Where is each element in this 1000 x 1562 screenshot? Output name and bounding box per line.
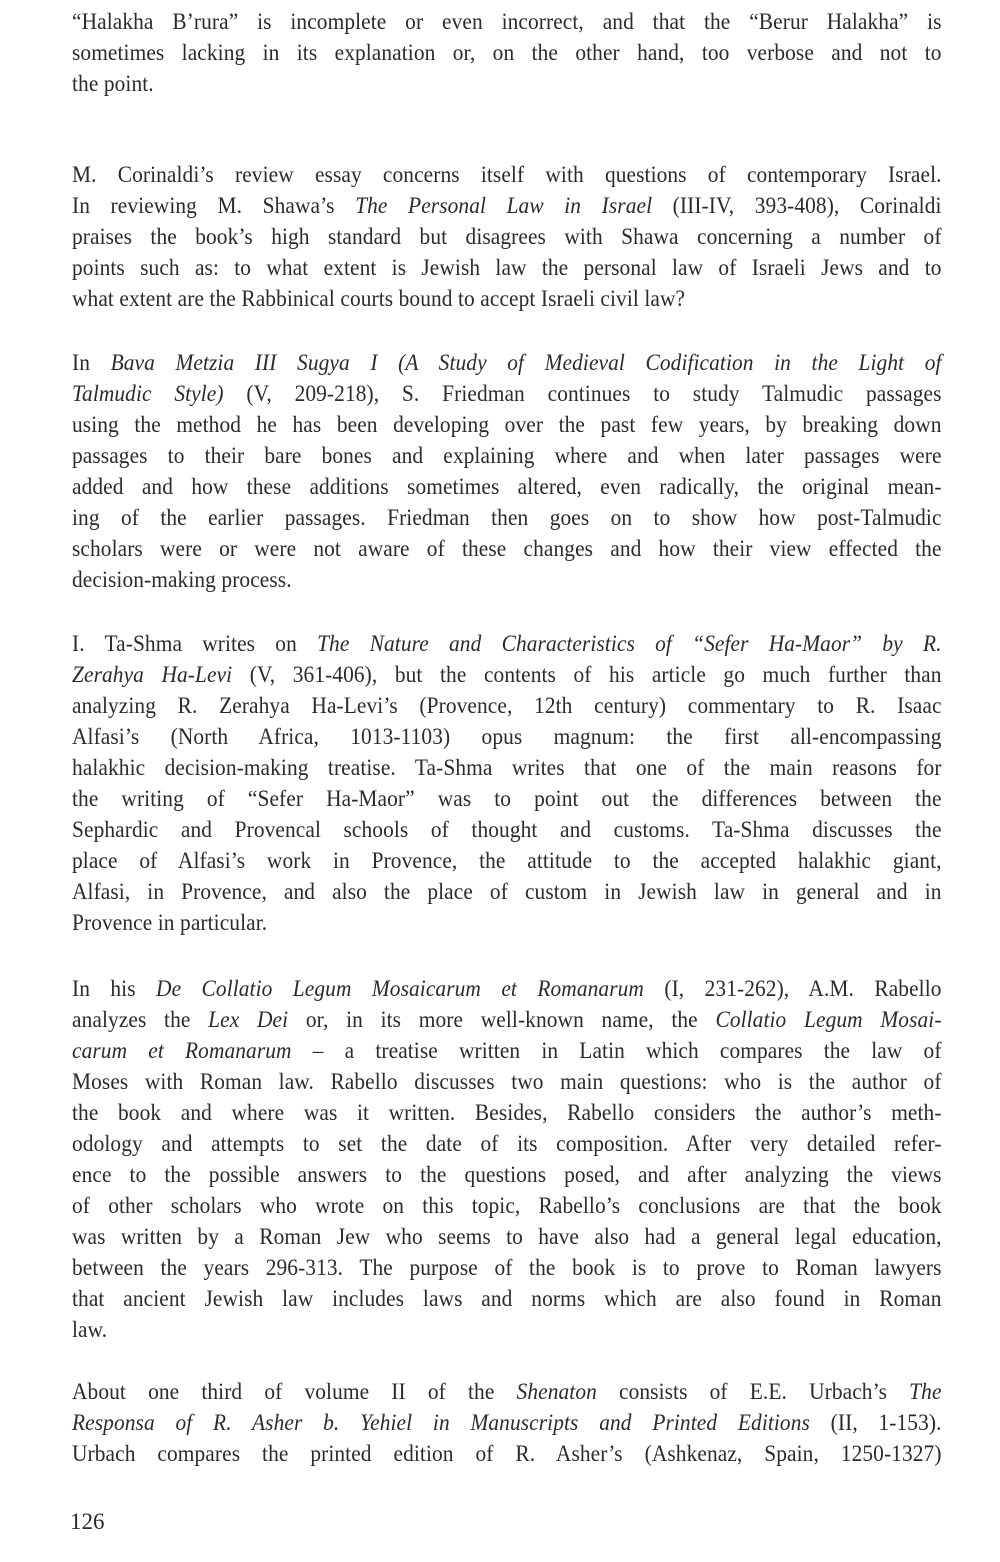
text-line	[72, 1252, 942, 1283]
text-line	[72, 190, 942, 221]
text-line	[72, 1221, 942, 1252]
text-line	[72, 564, 942, 595]
italic-title: Zerahya Ha-Levi	[72, 662, 233, 687]
text-line	[72, 1376, 942, 1407]
text-run: (I, 231-262), A.M. Rabello	[643, 976, 942, 1001]
text-run: odology and attempts to set the date of its composition. After very detailed refer-	[72, 1131, 942, 1156]
italic-title: Collatio Legum Mosai-	[715, 1007, 942, 1032]
text-run: (II, 1-153).	[809, 1410, 942, 1435]
text-run: what extent are the Rabbinical courts bound to accept Israeli civil law?	[72, 286, 686, 311]
text-line	[72, 221, 942, 252]
text-run: added and how these additions sometimes altered, even radically, the original mean-	[72, 474, 942, 499]
italic-title: Shenaton	[516, 1379, 597, 1404]
text-line	[72, 628, 942, 659]
text-line	[72, 159, 942, 190]
text-run: ing of the earlier passages. Friedman then goes on to show how post-Talmudic	[72, 505, 942, 530]
text-line	[72, 440, 942, 471]
text-run: between the years 296-313. The purpose of the book is to prove to Roman lawyers	[72, 1255, 942, 1280]
text-line	[72, 347, 942, 378]
text-run: scholars were or were not aware of these changes and how their view effected the	[72, 536, 942, 561]
text-line	[72, 68, 942, 99]
text-run: points such as: to what extent is Jewish law the personal law of Israeli Jews and to	[72, 255, 942, 280]
text-line	[72, 1128, 942, 1159]
text-run: – a treatise written in Latin which compares the law of	[291, 1038, 942, 1063]
text-line	[72, 533, 942, 564]
text-line	[72, 752, 942, 783]
text-line	[72, 502, 942, 533]
text-run: using the method he has been developing over the past few years, by breaking down	[72, 412, 942, 437]
text-line	[72, 1004, 942, 1035]
text-line	[72, 845, 942, 876]
text-run: (V, 361-406), but the contents of his article go much further than	[232, 662, 942, 687]
text-run: of other scholars who wrote on this topic, Rabello’s conclusions are that the book	[72, 1193, 942, 1218]
text-run: the point.	[72, 71, 154, 96]
text-run: (V, 209-218), S. Friedman continues to study Talmudic passages	[223, 381, 942, 406]
text-run: analyzing R. Zerahya Ha-Levi’s (Provence, 12th century) commentary to R. Isaac	[72, 693, 942, 718]
text-line	[72, 1066, 942, 1097]
text-run: Provence in particular.	[72, 910, 268, 935]
text-line	[72, 690, 942, 721]
text-run: Alfasi’s (North Africa, 1013-1103) opus magnum: the first all-encompassing	[72, 724, 942, 749]
text-run: law.	[72, 1317, 108, 1342]
text-line	[72, 1314, 942, 1345]
text-line	[72, 659, 942, 690]
paragraph-p3	[72, 347, 942, 595]
text-run: Urbach compares the printed edition of R. Asher’s (Ashkenaz, Spain, 1250-1327)	[72, 1441, 942, 1466]
text-line	[72, 1097, 942, 1128]
italic-title: Talmudic Style)	[72, 381, 224, 406]
italic-title: The Personal Law in Israel	[355, 193, 653, 218]
text-run: halakhic decision-making treatise. Ta-Shma writes that one of the main reasons for	[72, 755, 942, 780]
text-run: Sephardic and Provencal schools of thought and customs. Ta-Shma discusses the	[72, 817, 942, 842]
text-run: praises the book’s high standard but disagrees with Shawa concerning a number of	[72, 224, 942, 249]
text-line	[72, 1035, 942, 1066]
text-line	[72, 378, 942, 409]
text-run: In his	[72, 976, 157, 1001]
text-run: the book and where was it written. Besides, Rabello considers the author’s meth-	[72, 1100, 942, 1125]
text-run: that ancient Jewish law includes laws and norms which are also found in Roman	[72, 1286, 942, 1311]
text-run: or, in its more well-known name, the	[288, 1007, 716, 1032]
text-run: decision-making process.	[72, 567, 292, 592]
italic-title: Bava Metzia III Sugya I (A Study of Medieval Codification in the Light of	[110, 350, 942, 375]
text-run: In reviewing M. Shawa’s	[72, 193, 356, 218]
italic-title: The	[909, 1379, 942, 1404]
text-run: analyzes the	[72, 1007, 209, 1032]
text-line	[72, 37, 942, 68]
text-run: place of Alfasi’s work in Provence, the attitude to the accepted halakhic giant,	[72, 848, 942, 873]
paragraph-p6	[72, 1376, 942, 1469]
text-run: Alfasi, in Provence, and also the place of custom in Jewish law in general and in	[72, 879, 942, 904]
paragraph-p4	[72, 628, 942, 938]
text-line	[72, 283, 942, 314]
text-line	[72, 721, 942, 752]
text-line	[72, 252, 942, 283]
text-line	[72, 1407, 942, 1438]
text-line	[72, 783, 942, 814]
italic-title: De Collatio Legum Mosaicarum et Romanarum	[156, 976, 644, 1001]
text-line	[72, 409, 942, 440]
text-line	[72, 907, 942, 938]
text-run: Moses with Roman law. Rabello discusses two main questions: who is the author of	[72, 1069, 942, 1094]
text-line	[72, 973, 942, 1004]
italic-title: The Nature and Characteristics of “Sefer Ha-Maor” by R.	[317, 631, 942, 656]
text-line	[72, 471, 942, 502]
text-run: sometimes lacking in its explanation or, on the other hand, too verbose and not to	[72, 40, 942, 65]
text-line	[72, 814, 942, 845]
paragraph-p1	[72, 6, 942, 99]
text-run: M. Corinaldi’s review essay concerns itself with questions of contemporary Israel.	[72, 162, 942, 187]
text-run: In	[72, 350, 111, 375]
text-line	[72, 1283, 942, 1314]
text-run: the writing of “Sefer Ha-Maor” was to point out the differences between the	[72, 786, 942, 811]
text-line	[72, 1159, 942, 1190]
page-number: 126	[70, 1509, 105, 1534]
text-run: (III-IV, 393-408), Corinaldi	[652, 193, 942, 218]
text-line	[72, 6, 942, 37]
paragraph-p2	[72, 159, 942, 314]
text-run: consists of E.E. Urbach’s	[596, 1379, 910, 1404]
text-run: About one third of volume II of the	[72, 1379, 517, 1404]
text-run: ence to the possible answers to the questions posed, and after analyzing the views	[72, 1162, 942, 1187]
text-line	[72, 1190, 942, 1221]
paragraph-p5	[72, 973, 942, 1345]
text-line	[72, 876, 942, 907]
italic-title: Responsa of R. Asher b. Yehiel in Manuscripts and Printed Editions	[72, 1410, 810, 1435]
text-run: “Halakha B’rura” is incomplete or even incorrect, and that the “Berur Halakha” is	[72, 9, 942, 34]
text-line	[72, 1438, 942, 1469]
text-run: was written by a Roman Jew who seems to have also had a general legal education,	[72, 1224, 942, 1249]
text-run: I. Ta-Shma writes on	[72, 631, 318, 656]
italic-title: Lex Dei	[208, 1007, 289, 1032]
italic-title: carum et Romanarum	[72, 1038, 292, 1063]
text-run: passages to their bare bones and explaining where and when later passages were	[72, 443, 942, 468]
